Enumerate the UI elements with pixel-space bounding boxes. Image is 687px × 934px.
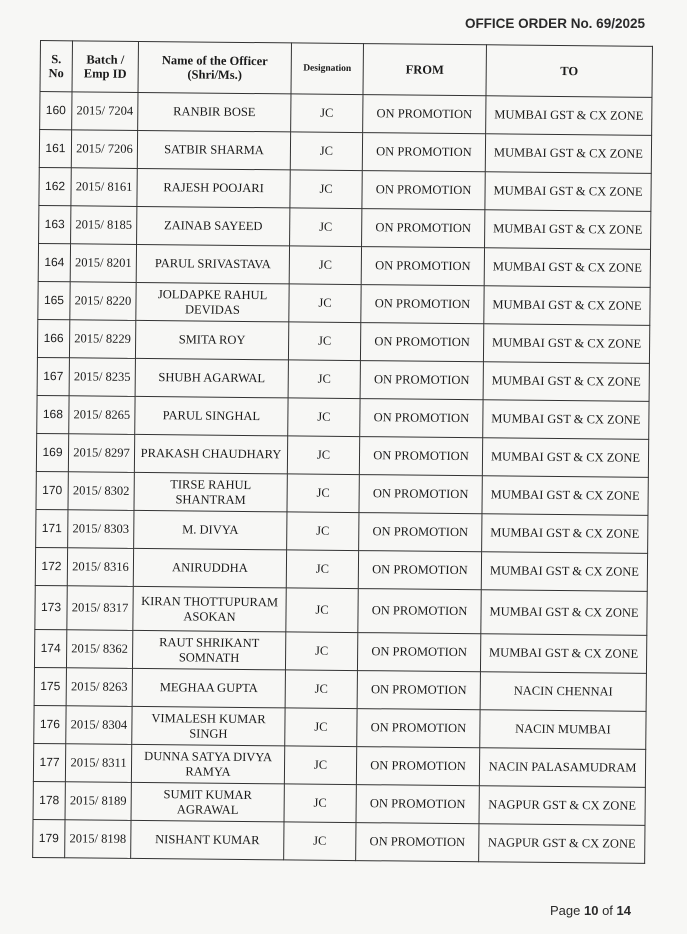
table-row [33,781,645,825]
cell-to: MUMBAI GST & CX ZONE [483,400,649,440]
cell-to: MUMBAI GST & CX ZONE [483,324,649,364]
cell-name: RAUT SHRIKANT SOMNATH [132,630,285,669]
cell-to: NACIN CHENNAI [480,672,646,712]
cell-name: RAJESH POOJARI [137,168,290,207]
table-body [33,92,652,864]
cell-batch: 2015/ 7204 [72,92,138,131]
cell-designation: JC [287,512,359,551]
cell-batch: 2015/ 8302 [68,472,134,511]
cell-sno: 164 [38,243,70,281]
cell-to: MUMBAI GST & CX ZONE [482,514,648,554]
cell-batch: 2015/ 8263 [66,668,132,707]
cell-from: ON PROMOTION [360,361,483,400]
cell-batch: 2015/ 8297 [68,434,134,473]
cell-from: ON PROMOTION [360,323,483,362]
cell-from: ON PROMOTION [361,285,484,324]
col-header-from: FROM [363,44,486,96]
cell-name: DUNNA SATYA DIVYA RAMYA [131,744,284,783]
cell-batch: 2015/ 8316 [67,548,133,587]
cell-batch: 2015/ 7206 [71,130,137,169]
cell-designation: JC [287,474,359,513]
cell-from: ON PROMOTION [359,475,482,514]
cell-designation: JC [289,246,361,285]
cell-name: JOLDAPKE RAHUL DEVIDAS [136,282,289,321]
cell-name: PARUL SRIVASTAVA [136,244,289,283]
cell-sno: 163 [39,205,71,243]
table-row [33,743,645,787]
cell-from: ON PROMOTION [357,709,480,748]
cell-designation: JC [286,550,358,589]
cell-from: ON PROMOTION [363,95,486,134]
table-row [37,395,649,439]
table-row [39,205,651,249]
table-row [34,629,646,673]
cell-name: SMITA ROY [135,320,288,359]
cell-sno: 173 [35,585,67,629]
cell-sno: 174 [34,629,66,667]
cell-name: SHUBH AGARWAL [135,358,288,397]
cell-sno: 176 [34,705,66,743]
table-row [40,92,652,136]
cell-batch: 2015/ 8198 [65,820,131,859]
cell-name: RANBIR BOSE [138,92,291,131]
cell-designation: JC [290,132,362,171]
cell-sno: 169 [36,433,68,471]
table-row [35,585,647,635]
cell-sno: 175 [34,667,66,705]
cell-from: ON PROMOTION [356,785,479,824]
cell-designation: JC [287,436,359,475]
cell-to: NAGPUR GST & CX ZONE [479,786,645,826]
cell-from: ON PROMOTION [362,209,485,248]
table-row [35,547,647,591]
cell-from: ON PROMOTION [358,551,481,590]
cell-from: ON PROMOTION [357,671,480,710]
cell-from: ON PROMOTION [360,399,483,438]
cell-designation: JC [285,632,357,671]
cell-name: VIMALESH KUMAR SINGH [132,706,285,745]
cell-designation: JC [285,708,357,747]
cell-sno: 179 [33,819,65,857]
cell-designation: JC [284,746,356,785]
table-row [38,243,650,287]
cell-sno: 162 [39,167,71,205]
col-header-name: Name of the Officer (Shri/Ms.) [138,41,291,93]
cell-from: ON PROMOTION [356,747,479,786]
cell-to: MUMBAI GST & CX ZONE [481,552,647,592]
cell-designation: JC [284,784,356,823]
col-header-to: TO [486,45,652,98]
cell-designation: JC [289,284,361,323]
cell-name: SATBIR SHARMA [137,130,290,169]
table-row [34,705,646,749]
cell-designation: JC [284,822,356,861]
cell-name: M. DIVYA [134,510,287,549]
cell-designation: JC [290,170,362,209]
cell-designation: JC [288,322,360,361]
cell-from: ON PROMOTION [359,437,482,476]
cell-batch: 2015/ 8220 [70,282,136,321]
cell-to: MUMBAI GST & CX ZONE [483,362,649,402]
cell-to: MUMBAI GST & CX ZONE [480,634,646,674]
cell-from: ON PROMOTION [361,247,484,286]
cell-from: ON PROMOTION [362,171,485,210]
cell-sno: 160 [40,92,72,130]
page-total: 14 [616,903,631,918]
cell-to: MUMBAI GST & CX ZONE [481,590,647,636]
cell-sno: 171 [36,509,68,547]
cell-batch: 2015/ 8235 [69,358,135,397]
cell-batch: 2015/ 8304 [66,706,132,745]
office-order-title: OFFICE ORDER No. 69/2025 [464,16,645,31]
cell-sno: 166 [37,319,69,357]
cell-name: SUMIT KUMAR AGRAWAL [131,782,284,821]
cell-batch: 2015/ 8362 [66,630,132,669]
cell-batch: 2015/ 8317 [67,586,133,631]
cell-name: NISHANT KUMAR [131,820,284,859]
cell-from: ON PROMOTION [356,823,479,862]
cell-designation: JC [291,94,363,133]
cell-batch: 2015/ 8229 [69,320,135,359]
table-row [37,319,649,363]
cell-sno: 167 [37,357,69,395]
cell-to: MUMBAI GST & CX ZONE [485,134,651,174]
cell-sno: 161 [39,130,71,168]
cell-name: PARUL SINGHAL [135,396,288,435]
cell-to: NACIN MUMBAI [480,710,646,750]
cell-name: TIRSE RAHUL SHANTRAM [134,472,287,511]
cell-name: KIRAN THOTTUPURAM ASOKAN [133,586,286,631]
table-row [38,281,650,325]
table-row [39,130,651,174]
cell-from: ON PROMOTION [362,133,485,172]
table-header [40,41,652,98]
cell-to: MUMBAI GST & CX ZONE [484,286,650,326]
cell-batch: 2015/ 8161 [71,168,137,207]
cell-batch: 2015/ 8189 [65,782,131,821]
header-row [40,41,652,98]
cell-sno: 177 [33,743,65,781]
page-number [550,903,631,918]
cell-to: MUMBAI GST & CX ZONE [482,476,648,516]
cell-name: ZAINAB SAYEED [137,206,290,245]
page-of-label: of [602,903,613,918]
cell-to: NACIN PALASAMUDRAM [479,748,645,788]
table-row [39,167,651,211]
cell-sno: 172 [35,547,67,585]
officer-transfer-table [32,40,653,864]
col-header-batch: Batch / Emp ID [72,41,138,93]
cell-batch: 2015/ 8303 [68,510,134,549]
cell-to: MUMBAI GST & CX ZONE [485,210,651,250]
cell-name: MEGHAA GUPTA [132,668,285,707]
officer-transfer-table-wrapper [32,40,652,864]
col-header-sno: S. No [40,41,72,92]
table-row [34,667,646,711]
cell-batch: 2015/ 8201 [70,244,136,283]
cell-to: MUMBAI GST & CX ZONE [485,172,651,212]
cell-name: ANIRUDDHA [133,548,286,587]
cell-designation: JC [285,670,357,709]
cell-name: PRAKASH CHAUDHARY [134,434,287,473]
cell-batch: 2015/ 8311 [65,744,131,783]
cell-from: ON PROMOTION [357,633,480,672]
table-row [36,509,648,553]
cell-sno: 168 [37,395,69,433]
table-row [33,819,645,863]
col-header-designation: Designation [291,43,363,95]
page-current: 10 [583,903,599,918]
cell-sno: 165 [38,281,70,319]
cell-from: ON PROMOTION [358,589,481,634]
table-row [36,433,648,477]
cell-designation: JC [290,208,362,247]
table-row [37,357,649,401]
table-row [36,471,648,515]
cell-designation: JC [286,588,358,633]
page-label: Page [549,903,581,918]
cell-batch: 2015/ 8185 [71,206,137,245]
cell-to: MUMBAI GST & CX ZONE [486,96,652,136]
cell-to: MUMBAI GST & CX ZONE [484,248,650,288]
cell-designation: JC [288,398,360,437]
cell-sno: 178 [33,781,65,819]
cell-from: ON PROMOTION [359,513,482,552]
cell-to: NAGPUR GST & CX ZONE [479,824,645,864]
cell-batch: 2015/ 8265 [69,396,135,435]
cell-sno: 170 [36,471,68,509]
cell-designation: JC [288,360,360,399]
cell-to: MUMBAI GST & CX ZONE [482,438,648,478]
